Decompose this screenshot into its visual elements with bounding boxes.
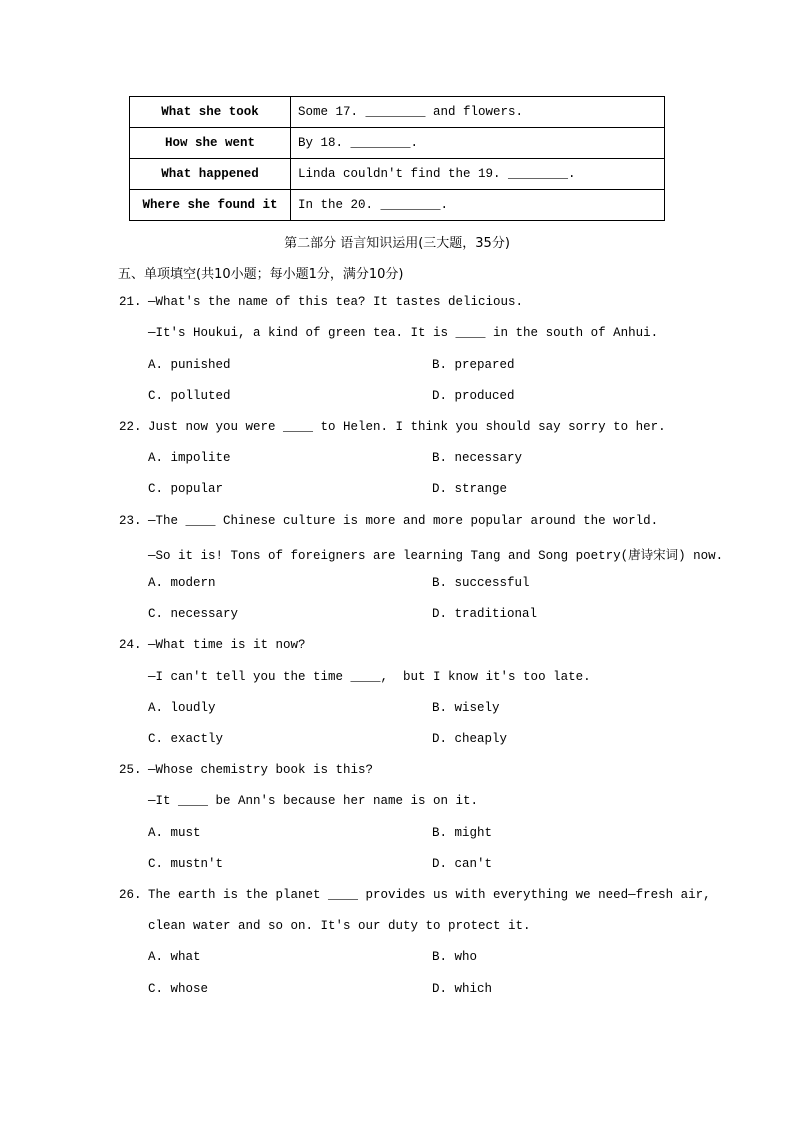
option-c: C. exactly	[148, 732, 224, 746]
option-a: A. punished	[148, 358, 231, 372]
option-b: B. prepared	[432, 358, 515, 372]
option-b: B. successful	[432, 576, 530, 590]
option-c: C. mustn't	[148, 857, 224, 871]
option-d: D. which	[432, 982, 493, 996]
option-a: A. what	[148, 950, 201, 964]
table-label: What happened	[130, 159, 291, 190]
table-row	[130, 128, 665, 159]
option-b: B. might	[432, 826, 493, 840]
option-a: A. modern	[148, 576, 216, 590]
question-text: clean water and so on. It's our duty to protect it.	[148, 919, 531, 933]
option-b: B. necessary	[432, 451, 523, 465]
option-a: A. loudly	[148, 701, 216, 715]
table-label: How she went	[130, 128, 291, 159]
table-value: Some 17. ________ and flowers.	[291, 97, 665, 128]
option-d: D. strange	[432, 482, 508, 496]
option-c: C. whose	[148, 982, 209, 996]
question-number: 24.	[119, 638, 142, 652]
question-text: —What's the name of this tea? It tastes delicious.	[148, 295, 524, 309]
question-number: 23.	[119, 514, 142, 528]
option-d: D. can't	[432, 857, 493, 871]
option-d: D. produced	[432, 389, 515, 403]
question-number: 25.	[119, 763, 142, 777]
question-text: —I can't tell you the time ____, but I know it's too late.	[148, 670, 591, 684]
question-text: Just now you were ____ to Helen. I think you should say sorry to her.	[148, 420, 666, 434]
option-c: C. polluted	[148, 389, 231, 403]
question-text: —It's Houkui, a kind of green tea. It is ____ in the south of Anhui.	[148, 326, 659, 340]
question-number: 22.	[119, 420, 142, 434]
option-d: D. traditional	[432, 607, 538, 621]
question-text: The earth is the planet ____ provides us with everything we need—fresh air,	[148, 888, 711, 902]
question-text: —Whose chemistry book is this?	[148, 763, 374, 777]
option-d: D. cheaply	[432, 732, 508, 746]
table-value: Linda couldn't find the 19. ________.	[291, 159, 665, 190]
table-row	[130, 159, 665, 190]
table-value: In the 20. ________.	[291, 190, 665, 221]
table-label: Where she found it	[130, 190, 291, 221]
table-label: What she took	[130, 97, 291, 128]
table-value: By 18. ________.	[291, 128, 665, 159]
info-table	[129, 96, 665, 221]
section-title: 第二部分 语言知识运用(三大题，35分)	[284, 236, 510, 251]
table-row	[130, 97, 665, 128]
question-text: —It ____ be Ann's because her name is on it.	[148, 794, 479, 808]
option-a: A. impolite	[148, 451, 231, 465]
option-b: B. wisely	[432, 701, 500, 715]
question-text: —So it is! Tons of foreigners are learning Tang and Song poetry(唐诗宋词) now.	[148, 549, 724, 563]
question-number: 21.	[119, 295, 142, 309]
question-text: —What time is it now?	[148, 638, 306, 652]
option-a: A. must	[148, 826, 201, 840]
table-row	[130, 190, 665, 221]
part-title: 五、单项填空(共10小题；每小题1分，满分10分)	[118, 267, 404, 282]
question-number: 26.	[119, 888, 142, 902]
option-c: C. necessary	[148, 607, 239, 621]
option-b: B. who	[432, 950, 478, 964]
option-c: C. popular	[148, 482, 224, 496]
question-text: —The ____ Chinese culture is more and more popular around the world.	[148, 514, 659, 528]
